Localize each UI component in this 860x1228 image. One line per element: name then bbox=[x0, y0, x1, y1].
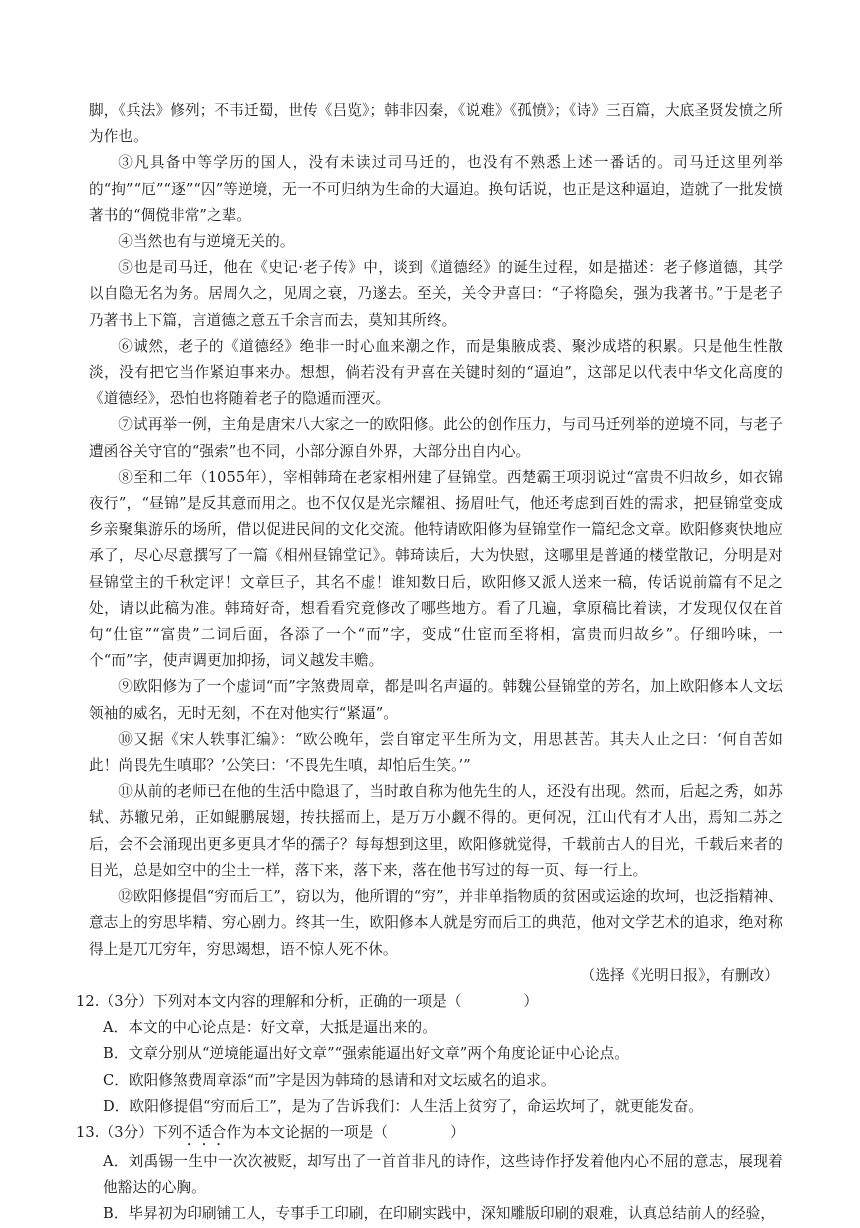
paragraph-5: ⑤也是司马迁，他在《史记·老子传》中，谈到《道德经》的诞生过程，如是描述：老子修道德，其学以自隐无名为务。居周久之，见周之衰，乃遂去。至关，关令尹喜曰：“子将隐矣，强为我著书。”于是老子乃著书上下篇，言道德之意五千余言而去，莫知其所终。 bbox=[89, 259, 783, 329]
paragraph-continuation: 脚，《兵法》修列；不韦迁蜀，世传《吕览》；韩非囚秦，《说难》《孤愤》；《诗》三百篇，大底圣贤发愤之所为作也。 bbox=[89, 102, 783, 146]
paragraph-10: ⑩又据《宋人轶事汇编》：“欧公晚年，尝自窜定平生所为文，用思甚苦。其夫人止之曰：‘何自苦如此！尚畏先生嗔耶？’公笑曰：‘不畏先生嗔，却怕后生笑。’” bbox=[89, 730, 783, 775]
question-13-close: ） bbox=[450, 1123, 465, 1141]
paragraph-12: ⑫欧阳修提倡“穷而后工”，窃以为，他所谓的“穷”，并非单指物质的贫困或运途的坎坷，也泛指精神、意志上的穷思毕精、穷心剧力。终其一生，欧阳修本人就是穷而后工的典范，他对文学艺术的追求，绝对称得上是兀兀穷年，穷思竭想，语不惊人死不休。 bbox=[89, 888, 783, 958]
question-13-stem bbox=[76, 1120, 783, 1149]
paragraph-6: ⑥诚然，老子的《道德经》绝非一时心血来潮之作，而是集腋成裘、聚沙成塔的积累。只是他生性散淡，没有把它当作紧迫事来办。想想，倘若没有尹喜在关键时刻的“逼迫”，这部足以代表中华文化高度的《道德经》，恐怕也将随着老子的隐遁而湮灭。 bbox=[89, 337, 783, 408]
paragraph-8: ⑧至和二年（1055年），宰相韩琦在老家相州建了昼锦堂。西楚霸王项羽说过“富贵不归故乡，如衣锦夜行”，“昼锦”是反其意而用之。也不仅仅是光宗耀祖、扬眉吐气，他还考虑到百姓的需求，把昼锦堂变成乡亲聚集游乐的场所，借以促进民间的文化交流。他特请欧阳修为昼锦堂作一篇纪念文章。欧阳修爽快地应承了，尽心尽意撰写了一篇《相州昼锦堂记》。韩琦读后，大为快慰，这哪里是普通的楼堂散记，分明是对昼锦堂主的千秋定评！文章巨子，其名不虚！谁知数日后，欧阳修又派人送来一稿，传话说前篇有不足之处，请以此稿为准。韩琦好奇，想看看究竟修改了哪些地方。看了几遍，拿原稿比着读，才发现仅仅在首句“仕宦”“富贵”二词后面，各添了一个“而”字，变成“仕宦而至将相，富贵而归故乡”。仔细吟味，一个“而”字，使声调更加抑扬，词义越发丰赡。 bbox=[89, 468, 783, 670]
source-citation: （选择《光明日报》，有删改） bbox=[580, 966, 779, 984]
paragraph-7: ⑦试再举一例，主角是唐宋八大家之一的欧阳修。此公的创作压力，与司马迁列举的逆境不同，与老子遭函谷关守官的“强索”也不同，小部分源自外界，大部分出自内心。 bbox=[89, 416, 783, 460]
document-page bbox=[76, 98, 783, 1228]
question-13-text: 13.（3分）下列 bbox=[76, 1123, 183, 1141]
question-12-stem bbox=[76, 989, 783, 1015]
paragraph-9: ⑨欧阳修为了一个虚词“而”字煞费周章，都是叫名声逼的。韩魏公昼锦堂的芳名，加上欧阳修本人文坛领袖的威名，无时无刻，不在对他实行“紧逼”。 bbox=[89, 678, 783, 722]
option-12-c[interactable]: C．欧阳修煞费周章添“而”字是因为韩琦的恳请和对文坛威名的追求。 bbox=[103, 1071, 556, 1089]
paragraph-4: ④当然也有与逆境无关的。 bbox=[118, 233, 295, 251]
question-12-close: ） bbox=[523, 992, 539, 1010]
question-12-text: 12.（3分）下列对本文内容的理解和分析，正确的一项是（ bbox=[76, 992, 462, 1010]
question-13-text-2: 作为本文论据的一项是（ bbox=[226, 1123, 389, 1141]
option-12-a[interactable]: A．本文的中心论点是：好文章，大抵是逼出来的。 bbox=[103, 1019, 437, 1037]
option-13-a[interactable]: A．刘禹锡一生中一次次被贬，却写出了一首首非凡的诗作，这些诗作抒发着他内心不屈的意志，展现着他豁达的心胸。 bbox=[103, 1152, 783, 1197]
option-13-b[interactable]: B．毕昇初为印刷铺工人，专事手工印刷，在印刷实践中，深知雕版印刷的艰难，认真总结前人的经验， bbox=[103, 1205, 776, 1223]
paragraph-3: ③凡具备中等学历的国人，没有未读过司马迁的，也没有不熟悉上述一番话的。司马迁这里列举的“拘”“厄”“逐”“囚”等逆境，无一不可归纳为生命的大逼迫。换句话说，也正是这种逼迫，造就了一批发愤著书的“倜傥非常”之辈。 bbox=[89, 154, 783, 224]
option-12-d[interactable]: D．欧阳修提倡“穷而后工”，是为了告诉我们：人生活上贫穷了，命运坎坷了，就更能发奋。 bbox=[103, 1097, 703, 1115]
paragraph-11: ⑪从前的老师已在他的生活中隐退了，当时敢自称为他先生的人，还没有出现。然而，后起之秀，如苏轼、苏辙兄弟，正如鲲鹏展翅，抟扶摇而上，是万万小觑不得的。更何况，江山代有才人出，焉知二苏之后，会不会涌现出更多更具才华的孺子？每每想到这里，欧阳修就觉得，千载前古人的目光，千载后来者的目光，总是如空中的尘土一样，落下来，落下来，落在他书写过的每一页、每一行上。 bbox=[89, 783, 783, 879]
option-12-b[interactable]: B．文章分别从“逆境能逼出好文章”“强索能逼出好文章”两个角度论证中心论点。 bbox=[103, 1045, 629, 1063]
emphasis-dotted-text: 不适合 bbox=[182, 1123, 227, 1141]
